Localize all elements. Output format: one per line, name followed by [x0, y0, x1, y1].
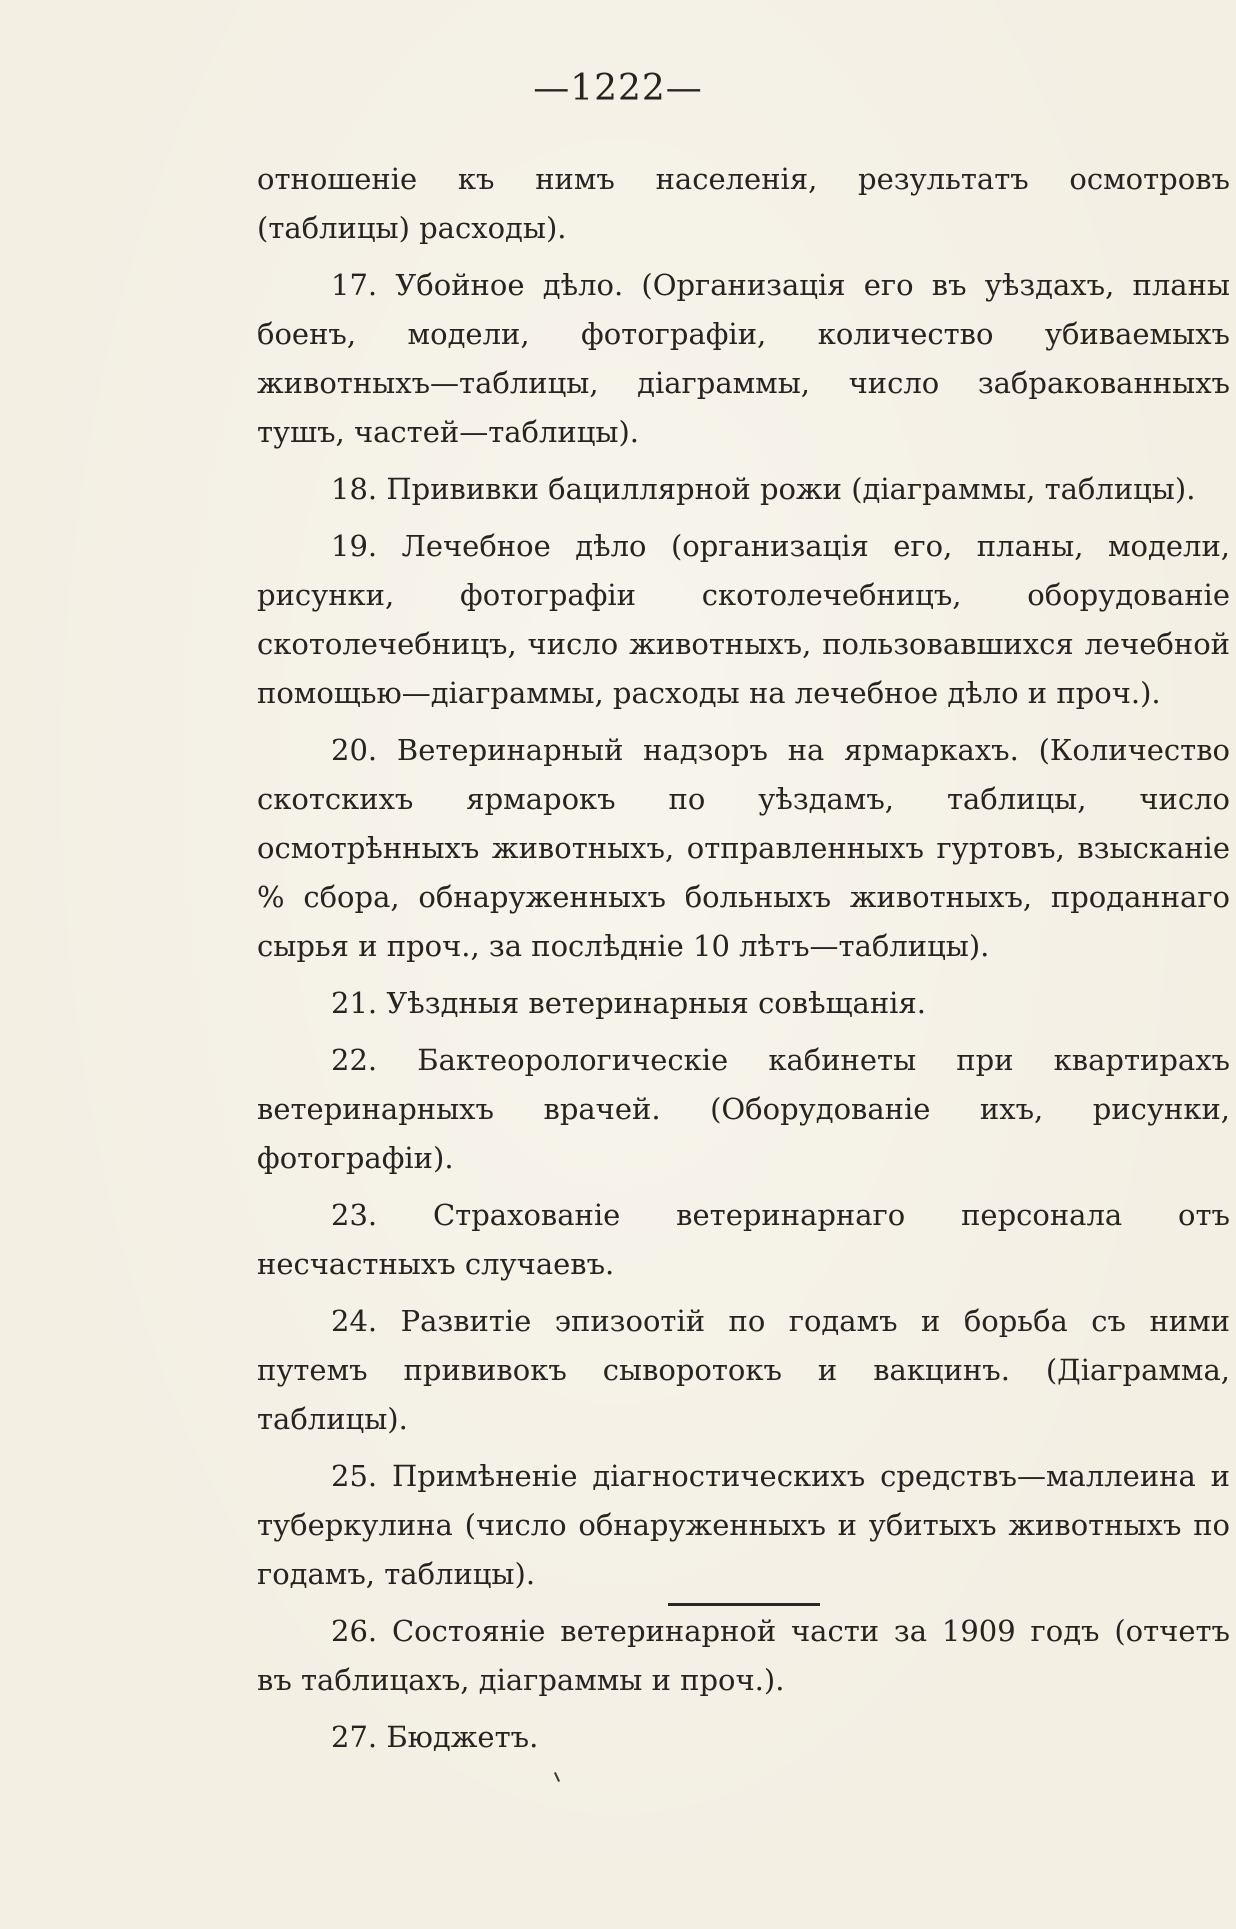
- stray-ink-mark: [554, 1772, 560, 1782]
- paragraph-continuation: отношеніе къ нимъ населенія, результатъ осмотровъ (таблицы) расходы).: [257, 162, 1230, 245]
- body-text: [257, 155, 1230, 1770]
- paragraph-item-25: 25. Примѣненіе діагностическихъ средствъ—маллеина и туберкулина (число обнаруженныхъ и убитыхъ животныхъ по годамъ, таблицы).: [257, 1459, 1230, 1591]
- paragraph-item-19: 19. Лечебное дѣло (организація его, планы, модели, рисунки, фотографіи скотолечебницъ, оборудованіе скотолечебницъ, число животныхъ, пользовавшихся лечебной помощью—діаграммы, расходы на лечебное дѣло и проч.).: [257, 529, 1230, 710]
- page-number: —1222—: [533, 68, 703, 109]
- paragraph-item-18: 18. Прививки бациллярной рожи (діаграммы, таблицы).: [331, 472, 1196, 506]
- paragraph-item-27: 27. Бюджетъ.: [331, 1720, 539, 1754]
- paragraph-item-17: 17. Убойное дѣло. (Организація его въ уѣздахъ, планы боенъ, модели, фотографіи, количество убиваемыхъ животныхъ—таблицы, діаграммы, число забракованныхъ тушъ, частей—таблицы).: [257, 268, 1230, 449]
- paragraph-item-24: 24. Развитіе эпизоотій по годамъ и борьба съ ними путемъ прививокъ сыворотокъ и вакцинъ. (Діаграмма, таблицы).: [257, 1304, 1230, 1436]
- paragraph-item-21: 21. Уѣздныя ветеринарныя совѣщанія.: [331, 986, 926, 1020]
- paragraph-item-22: 22. Бактеорологическіе кабинеты при квартирахъ ветеринарныхъ врачей. (Оборудованіе ихъ, рисунки, фотографіи).: [257, 1043, 1230, 1175]
- paragraph-item-26: 26. Состояніе ветеринарной части за 1909 годъ (отчетъ въ таблицахъ, діаграммы и проч.).: [257, 1614, 1230, 1697]
- paragraph-item-20: 20. Ветеринарный надзоръ на ярмаркахъ. (Количество скотскихъ ярмарокъ по уѣздамъ, таблицы, число осмотрѣнныхъ животныхъ, отправленныхъ гуртовъ, взысканіе % сбора, обнаруженныхъ больныхъ животныхъ, проданнаго сырья и проч., за послѣдніе 10 лѣтъ—таблицы).: [257, 733, 1230, 963]
- end-rule-divider: [668, 1603, 820, 1606]
- paragraph-item-23: 23. Страхованіе ветеринарнаго персонала отъ несчастныхъ случаевъ.: [257, 1198, 1230, 1281]
